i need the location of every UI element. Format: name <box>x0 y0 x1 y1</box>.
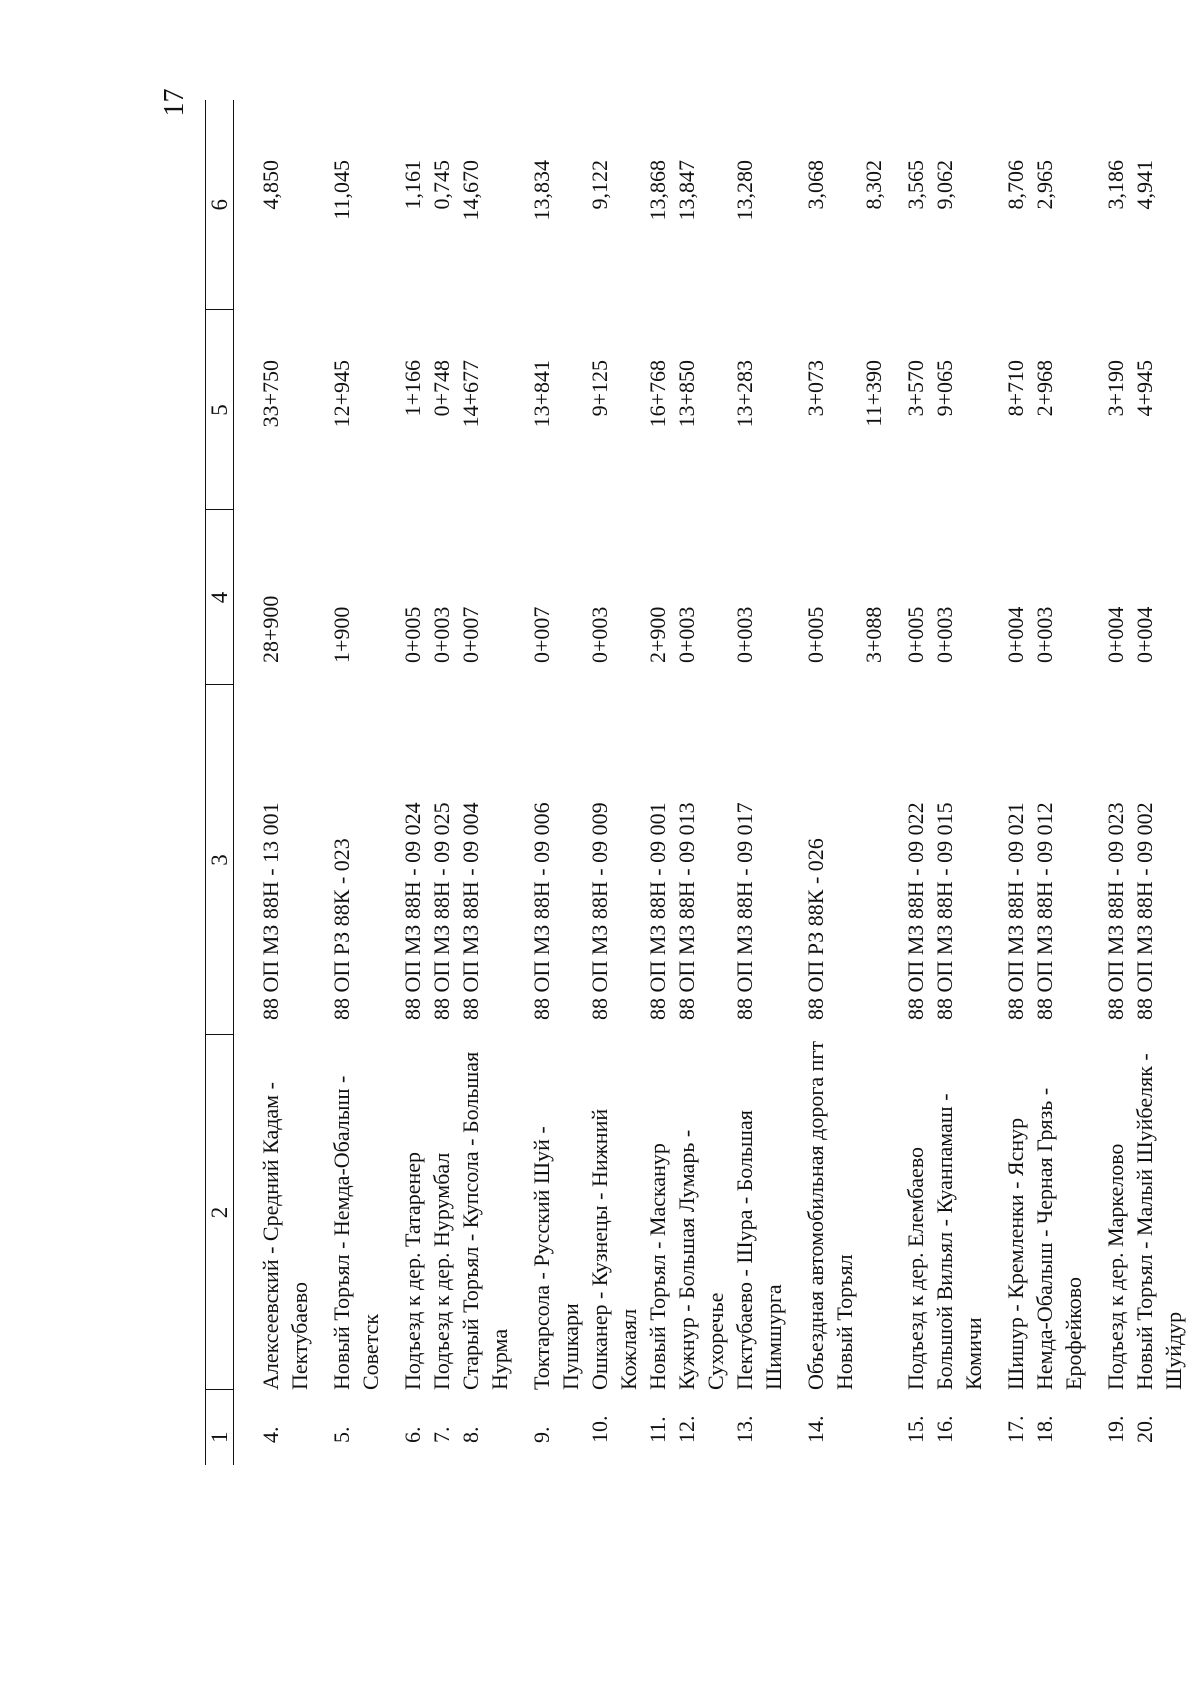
length-km-cell <box>988 100 1030 310</box>
length-km: 4,850 <box>258 160 283 210</box>
length-km-cell <box>643 100 672 310</box>
length-km-cell <box>888 100 930 310</box>
start-km-cell <box>672 510 730 685</box>
start-km: 0+007 <box>529 606 554 663</box>
road-name: Токтарсола - Русский Шуй - Пушкари <box>529 1126 583 1390</box>
road-name: Ошканер - Кузнецы - Нижний Кожлаял <box>587 1108 641 1390</box>
row-number: 13. <box>732 1415 757 1443</box>
start-km: 0+003 <box>429 606 454 663</box>
road-name-cell <box>234 1035 315 1390</box>
road-id-code: 88 ОП МЗ 88Н - 09 024 <box>400 802 425 1020</box>
end-km: 14+677 <box>458 360 483 428</box>
road-id-code-cell <box>643 685 672 1035</box>
page-number: 17 <box>159 88 190 117</box>
road-id-code: 88 ОП МЗ 88Н - 09 015 <box>932 802 957 1020</box>
road-id-code-cell <box>1130 685 1188 1035</box>
road-name-cell <box>385 1035 427 1390</box>
table-row <box>643 100 672 1465</box>
end-km-cell <box>930 310 988 510</box>
road-id-code-cell <box>234 685 315 1035</box>
road-id-code-cell <box>385 685 427 1035</box>
end-km-cell <box>1030 310 1088 510</box>
length-km: 2,965 <box>1032 160 1057 210</box>
table-row <box>585 100 643 1465</box>
end-km-cell <box>859 310 888 510</box>
length-km-cell <box>456 100 514 310</box>
road-name: Подъезд к дер. Татаренер <box>400 1151 425 1390</box>
length-km: 14,670 <box>458 160 483 221</box>
road-id-code: 88 ОП МЗ 88Н - 09 006 <box>529 802 554 1020</box>
length-km: 3,565 <box>903 160 928 210</box>
start-km-cell <box>888 510 930 685</box>
start-km: 0+005 <box>400 606 425 663</box>
road-name-cell <box>672 1035 730 1390</box>
row-number: 10. <box>587 1415 612 1443</box>
row-number-cell <box>1130 1390 1188 1465</box>
road-id-code: 88 ОП МЗ 88Н - 13 001 <box>258 802 283 1020</box>
length-km-cell <box>514 100 585 310</box>
end-km: 13+283 <box>732 360 757 428</box>
length-km: 13,834 <box>529 160 554 221</box>
end-km: 3+190 <box>1103 360 1128 417</box>
length-km-cell <box>427 100 456 310</box>
end-km-cell <box>1088 310 1130 510</box>
road-name-cell <box>788 1035 859 1390</box>
table-row <box>788 100 859 1465</box>
road-id-code-cell <box>585 685 643 1035</box>
start-km: 2+900 <box>645 606 670 663</box>
road-name: Объездная автомобильная дорога пгт Новый Торъял <box>803 1040 857 1390</box>
start-km: 0+003 <box>1032 606 1057 663</box>
row-number-cell <box>585 1390 643 1465</box>
row-number-cell <box>514 1390 585 1465</box>
road-id-code-cell <box>1030 685 1088 1035</box>
end-km: 4+945 <box>1132 360 1157 417</box>
row-number-cell <box>988 1390 1030 1465</box>
road-id-code: 88 ОП РЗ 88К - 026 <box>803 838 828 1020</box>
start-km: 1+900 <box>329 606 354 663</box>
road-id-code: 88 ОП МЗ 88Н - 09 025 <box>429 802 454 1020</box>
end-km: 13+850 <box>674 360 699 428</box>
row-number: 16. <box>932 1415 957 1443</box>
table-row <box>427 100 456 1465</box>
road-id-code: 88 ОП МЗ 88Н - 09 002 <box>1132 802 1157 1020</box>
road-id-code-cell <box>314 685 385 1035</box>
start-km-cell <box>1088 510 1130 685</box>
start-km: 0+003 <box>587 606 612 663</box>
end-km-cell <box>730 310 788 510</box>
length-km: 1,161 <box>400 160 425 210</box>
table-body <box>234 100 1189 1465</box>
row-number-cell <box>730 1390 788 1465</box>
length-km-cell <box>234 100 315 310</box>
end-km: 13+841 <box>529 360 554 428</box>
row-number: 7. <box>429 1426 454 1443</box>
end-km-cell <box>514 310 585 510</box>
table-row <box>930 100 988 1465</box>
road-name: Новый Торъял - Малый Шуйбеляк - Шуйдур <box>1132 1053 1186 1390</box>
roads-table <box>205 100 1188 1465</box>
start-km: 0+004 <box>1132 606 1157 663</box>
road-id-code: 88 ОП МЗ 88Н - 09 004 <box>458 802 483 1020</box>
road-name-cell <box>888 1035 930 1390</box>
end-km-cell <box>314 310 385 510</box>
start-km: 0+004 <box>1103 606 1128 663</box>
header-cell-5: 5 <box>206 310 234 510</box>
row-number-cell <box>643 1390 672 1465</box>
length-km-cell <box>859 100 888 310</box>
start-km: 0+005 <box>903 606 928 663</box>
table-row <box>1088 100 1130 1465</box>
end-km-cell <box>585 310 643 510</box>
start-km-cell <box>788 510 859 685</box>
start-km: 0+007 <box>458 606 483 663</box>
row-number-cell <box>427 1390 456 1465</box>
table-row <box>730 100 788 1465</box>
start-km-cell <box>859 510 888 685</box>
length-km: 13,847 <box>674 160 699 221</box>
row-number-cell <box>314 1390 385 1465</box>
end-km-cell <box>385 310 427 510</box>
row-number-cell <box>859 1390 888 1465</box>
road-id-code-cell <box>456 685 514 1035</box>
road-name-cell <box>1030 1035 1088 1390</box>
start-km-cell <box>427 510 456 685</box>
row-number-cell <box>788 1390 859 1465</box>
end-km-cell <box>1130 310 1188 510</box>
header-cell-6: 6 <box>206 100 234 310</box>
table-row <box>514 100 585 1465</box>
length-km-cell <box>1088 100 1130 310</box>
start-km-cell <box>1130 510 1188 685</box>
start-km-cell <box>730 510 788 685</box>
end-km-cell <box>456 310 514 510</box>
length-km: 4,941 <box>1132 160 1157 210</box>
road-id-code: 88 ОП МЗ 88Н - 09 017 <box>732 802 757 1020</box>
length-km: 11,045 <box>329 160 354 220</box>
end-km-cell <box>643 310 672 510</box>
start-km-cell <box>643 510 672 685</box>
start-km-cell <box>314 510 385 685</box>
row-number: 6. <box>400 1426 425 1443</box>
end-km-cell <box>788 310 859 510</box>
end-km-cell <box>888 310 930 510</box>
start-km: 28+900 <box>258 595 283 663</box>
table-row <box>456 100 514 1465</box>
start-km: 0+003 <box>732 606 757 663</box>
length-km: 0,745 <box>429 160 454 210</box>
road-name: Новый Торъял - Масканур <box>645 1143 670 1390</box>
end-km: 8+710 <box>1003 360 1028 417</box>
road-name-cell <box>1088 1035 1130 1390</box>
length-km-cell <box>385 100 427 310</box>
length-km-cell <box>730 100 788 310</box>
road-name: Немда-Обалыш - Черная Грязь - Ерофейково <box>1032 1087 1086 1390</box>
header-cell-4: 4 <box>206 510 234 685</box>
road-name: Подъезд к дер. Маркелово <box>1103 1143 1128 1390</box>
length-km-cell <box>672 100 730 310</box>
row-number-cell <box>234 1390 315 1465</box>
row-number: 8. <box>458 1426 483 1443</box>
end-km: 9+065 <box>932 360 957 417</box>
length-km: 9,062 <box>932 160 957 210</box>
row-number: 15. <box>903 1415 928 1443</box>
start-km: 0+003 <box>932 606 957 663</box>
road-name: Шишур - Кремленки - Яснур <box>1003 1117 1028 1390</box>
road-id-code: 88 ОП МЗ 88Н - 09 021 <box>1003 802 1028 1020</box>
row-number: 18. <box>1032 1415 1057 1443</box>
length-km: 3,186 <box>1103 160 1128 210</box>
row-number: 4. <box>258 1426 283 1443</box>
road-name: Новый Торъял - Немда-Обалыш - Советск <box>329 1075 383 1390</box>
road-name: Кужнур - Большая Лумарь - Сухоречье <box>674 1129 728 1390</box>
row-number-cell <box>672 1390 730 1465</box>
end-km: 2+968 <box>1032 360 1057 417</box>
table-row <box>988 100 1030 1465</box>
road-id-code-cell <box>427 685 456 1035</box>
length-km: 9,122 <box>587 160 612 210</box>
row-number: 5. <box>329 1426 354 1443</box>
road-name: Старый Торъял - Купсола - Большая Нурма <box>458 1051 512 1390</box>
table-row <box>888 100 930 1465</box>
road-name-cell <box>1130 1035 1188 1390</box>
start-km-cell <box>1030 510 1088 685</box>
end-km: 11+390 <box>861 360 886 427</box>
road-id-code: 88 ОП МЗ 88Н - 09 013 <box>674 802 699 1020</box>
end-km: 33+750 <box>258 360 283 428</box>
road-id-code: 88 ОП РЗ 88К - 023 <box>329 838 354 1020</box>
end-km: 12+945 <box>329 360 354 428</box>
start-km-cell <box>988 510 1030 685</box>
header-row <box>206 100 234 1465</box>
road-name-cell <box>988 1035 1030 1390</box>
length-km: 3,068 <box>803 160 828 210</box>
table-row <box>1130 100 1188 1465</box>
road-name: Пектубаево - Шура - Большая Шимшурга <box>732 1110 786 1390</box>
end-km: 3+073 <box>803 360 828 417</box>
length-km-cell <box>788 100 859 310</box>
start-km: 0+005 <box>803 606 828 663</box>
header-cell-3: 3 <box>206 685 234 1035</box>
road-name: Подъезд к дер. Елембаево <box>903 1146 928 1390</box>
row-number: 19. <box>1103 1415 1128 1443</box>
start-km: 0+004 <box>1003 606 1028 663</box>
road-id-code: 88 ОП МЗ 88Н - 09 009 <box>587 802 612 1020</box>
start-km-cell <box>930 510 988 685</box>
start-km-cell <box>385 510 427 685</box>
road-name-cell <box>314 1035 385 1390</box>
table-row <box>1030 100 1088 1465</box>
road-id-code: 88 ОП МЗ 88Н - 09 023 <box>1103 802 1128 1020</box>
road-name-cell <box>859 1035 888 1390</box>
start-km-cell <box>585 510 643 685</box>
start-km: 0+003 <box>674 606 699 663</box>
end-km: 0+748 <box>429 360 454 417</box>
road-id-code-cell <box>788 685 859 1035</box>
table-row <box>234 100 315 1465</box>
row-number-cell <box>1030 1390 1088 1465</box>
end-km-cell <box>672 310 730 510</box>
road-name-cell <box>514 1035 585 1390</box>
road-name-cell <box>427 1035 456 1390</box>
length-km: 8,302 <box>861 160 886 210</box>
row-number: 14. <box>803 1415 828 1443</box>
length-km-cell <box>585 100 643 310</box>
row-number-cell <box>930 1390 988 1465</box>
table-row <box>314 100 385 1465</box>
table-row <box>859 100 888 1465</box>
length-km-cell <box>314 100 385 310</box>
length-km: 13,280 <box>732 160 757 221</box>
road-id-code-cell <box>1088 685 1130 1035</box>
road-name: Подъезд к дер. Нурумбал <box>429 1152 454 1390</box>
row-number-cell <box>888 1390 930 1465</box>
road-name-cell <box>456 1035 514 1390</box>
road-id-code-cell <box>730 685 788 1035</box>
row-number: 9. <box>529 1426 554 1443</box>
row-number: 17. <box>1003 1415 1028 1443</box>
road-id-code-cell <box>930 685 988 1035</box>
road-name-cell <box>643 1035 672 1390</box>
road-id-code-cell <box>514 685 585 1035</box>
road-name: Большой Вильял - Куанпамаш - Комичи <box>932 1093 986 1390</box>
start-km-cell <box>234 510 315 685</box>
table-row <box>672 100 730 1465</box>
road-id-code-cell <box>888 685 930 1035</box>
road-name-cell <box>585 1035 643 1390</box>
table-row <box>385 100 427 1465</box>
road-id-code: 88 ОП МЗ 88Н - 09 022 <box>903 802 928 1020</box>
end-km-cell <box>234 310 315 510</box>
length-km: 13,868 <box>645 160 670 221</box>
length-km-cell <box>930 100 988 310</box>
end-km: 1+166 <box>400 360 425 417</box>
road-name-cell <box>930 1035 988 1390</box>
road-name-cell <box>730 1035 788 1390</box>
road-id-code-cell <box>859 685 888 1035</box>
road-name: Алексеевский - Средний Кадам - Пектубаево <box>258 1082 312 1390</box>
length-km-cell <box>1130 100 1188 310</box>
rotated-table-container <box>205 100 1186 1465</box>
start-km: 3+088 <box>861 606 886 663</box>
header-cell-1: 1 <box>206 1390 234 1465</box>
row-number-cell <box>456 1390 514 1465</box>
end-km-cell <box>988 310 1030 510</box>
start-km-cell <box>456 510 514 685</box>
road-id-code-cell <box>988 685 1030 1035</box>
end-km: 16+768 <box>645 360 670 428</box>
row-number: 20. <box>1132 1415 1157 1443</box>
road-id-code: 88 ОП МЗ 88Н - 09 001 <box>645 802 670 1020</box>
header-cell-2: 2 <box>206 1035 234 1390</box>
road-id-code-cell <box>672 685 730 1035</box>
end-km-cell <box>427 310 456 510</box>
end-km: 3+570 <box>903 360 928 417</box>
length-km: 8,706 <box>1003 160 1028 210</box>
end-km: 9+125 <box>587 360 612 417</box>
start-km-cell <box>514 510 585 685</box>
length-km-cell <box>1030 100 1088 310</box>
row-number: 12. <box>674 1415 699 1443</box>
row-number-cell <box>1088 1390 1130 1465</box>
row-number-cell <box>385 1390 427 1465</box>
road-id-code: 88 ОП МЗ 88Н - 09 012 <box>1032 802 1057 1020</box>
row-number: 11. <box>645 1416 670 1443</box>
